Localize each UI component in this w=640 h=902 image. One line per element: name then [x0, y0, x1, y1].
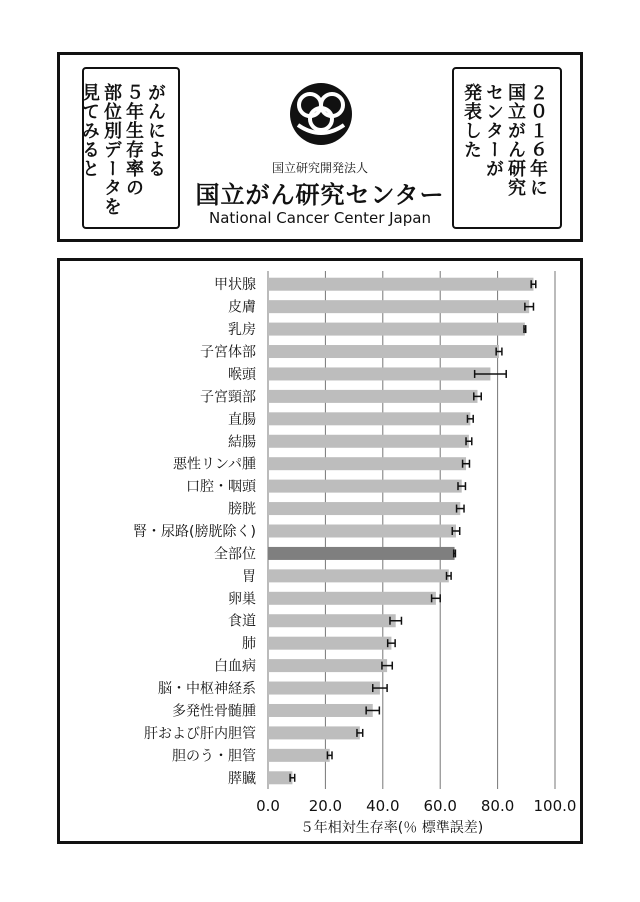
bar-13: [268, 569, 449, 582]
category-label: 白血病: [214, 658, 256, 675]
bar-5: [268, 390, 478, 403]
bar-14: [268, 592, 436, 605]
x-tick-label: 60.0: [423, 797, 457, 815]
speech-bubble-left: [79, 67, 180, 229]
speech-bubble-left-text: がんによる ５年生存率の 部位別データを 見てみると: [79, 83, 166, 216]
header-panel: [57, 52, 583, 242]
bar-17: [268, 659, 387, 672]
survival-rate-chart: [60, 261, 580, 841]
category-label: 口腔・咽頭: [186, 479, 256, 496]
chart-panel: [57, 258, 583, 844]
bar-16: [268, 637, 391, 650]
category-label: 食道: [228, 613, 256, 630]
category-label: 全部位: [214, 546, 256, 563]
bar-12: [268, 547, 455, 560]
x-tick-label: 40.0: [366, 797, 400, 815]
bar-19: [268, 704, 373, 717]
category-label: 膵臓: [228, 770, 256, 787]
category-label: 直腸: [228, 411, 256, 428]
category-label: 卵巣: [228, 591, 256, 608]
category-label: 乳房: [228, 322, 256, 339]
speech-bubble-right: [452, 67, 562, 229]
bar-15: [268, 614, 396, 627]
organization-subtitle: 国立研究開発法人: [271, 161, 368, 175]
category-label: 子宮頸部: [200, 389, 256, 406]
category-label: 腎・尿路(膀胱除く): [133, 524, 256, 540]
x-tick-label: 100.0: [533, 797, 577, 815]
x-tick-label: 20.0: [308, 797, 343, 815]
bar-7: [268, 435, 469, 448]
speech-bubble-right-text: ２０１６年に 国立がん研究 センターが 発表した: [461, 83, 548, 197]
bar-2: [268, 323, 525, 336]
x-axis-title: ５年相対生存率(％ 標準誤差): [299, 820, 484, 836]
category-label: 脳・中枢神経系: [158, 681, 256, 698]
bar-3: [268, 345, 499, 358]
x-tick-label: 80.0: [480, 797, 515, 815]
bar-20: [268, 726, 360, 739]
category-label: 子宮体部: [200, 344, 256, 361]
bar-0: [268, 278, 533, 291]
organization-name-en: National Cancer Center Japan: [209, 209, 431, 227]
bar-8: [268, 457, 466, 470]
category-label: 膀胱: [228, 501, 256, 518]
category-label: 多発性骨髄腫: [172, 703, 256, 720]
organization-name-jp: 国立がん研究センター: [195, 181, 445, 209]
bar-22: [268, 771, 292, 784]
category-label: 結腸: [228, 434, 256, 451]
bar-9: [268, 480, 462, 493]
category-label: 肺: [242, 636, 256, 653]
category-label: 皮膚: [228, 299, 256, 316]
bar-4: [268, 367, 490, 380]
ncc-logo-icon: [288, 81, 354, 147]
organization-logo-block: [195, 73, 445, 233]
category-label: 肝および肝内胆管: [144, 725, 256, 742]
bar-10: [268, 502, 460, 515]
bar-6: [268, 412, 470, 425]
category-label: 胆のう・胆管: [172, 748, 256, 765]
bar-21: [268, 749, 330, 762]
bar-18: [268, 682, 380, 695]
bar-1: [268, 300, 529, 313]
category-label: 悪性リンパ腫: [172, 456, 256, 473]
category-label: 甲状腺: [214, 277, 256, 294]
x-tick-label: 0.0: [256, 797, 280, 815]
category-label: 喉頭: [228, 366, 256, 383]
bar-11: [268, 525, 456, 538]
category-label: 胃: [242, 568, 256, 585]
